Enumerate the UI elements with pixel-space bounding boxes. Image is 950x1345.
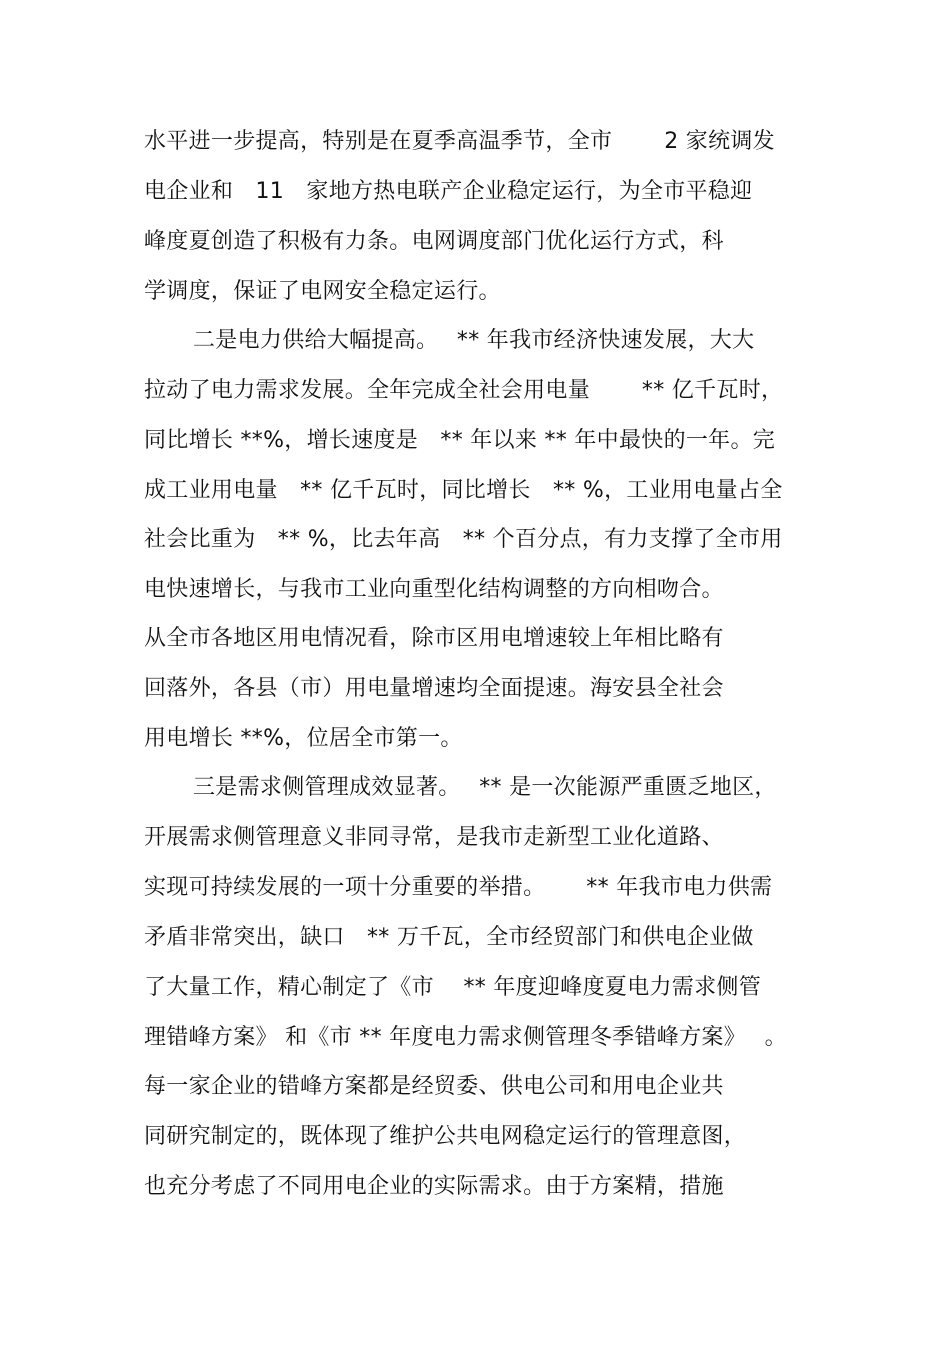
paragraph-start-line: 三是需求侧管理成效显著。 ** 是一次能源严重匮乏地区， <box>193 775 777 800</box>
text-line: 拉动了电力需求发展。全年完成全社会用电量 ** 亿千瓦时， <box>144 378 784 403</box>
text-line: 同比增长 **%，增长速度是 ** 年以来 ** 年中最快的一年。完 <box>144 428 776 453</box>
text-line: 社会比重为 ** %，比去年高 ** 个百分点，有力支撑了全市用 <box>144 527 783 552</box>
text-line: 矛盾非常突出，缺口 ** 万千瓦，全市经贸部门和供电企业做 <box>144 925 754 950</box>
text-line: 也充分考虑了不同用电企业的实际需求。由于方案精，措施 <box>144 1174 724 1199</box>
paragraph-start-line: 二是电力供给大幅提高。 ** 年我市经济快速发展，大大 <box>193 328 755 353</box>
text-line: 学调度，保证了电网安全稳定运行。 <box>144 279 501 304</box>
text-line: 成工业用电量 ** 亿千瓦时，同比增长 ** %，工业用电量占全 <box>144 478 783 503</box>
text-line: 电企业和 11 家地方热电联产企业稳定运行，为全市平稳迎 <box>144 179 753 204</box>
text-line: 开展需求侧管理意义非同寻常，是我市走新型工业化道路、 <box>144 825 724 850</box>
text-line: 了大量工作，精心制定了《市 ** 年度迎峰度夏电力需求侧管 <box>144 975 761 1000</box>
text-line: 实现可持续发展的一项十分重要的举措。 ** 年我市电力供需 <box>144 875 773 900</box>
text-line: 每一家企业的错峰方案都是经贸委、供电公司和用电企业共 <box>144 1074 724 1099</box>
text-line: 同研究制定的，既体现了维护公共电网稳定运行的管理意图， <box>144 1124 747 1149</box>
text-line: 回落外，各县（市）用电量增速均全面提速。海安县全社会 <box>144 676 724 701</box>
text-line: 水平进一步提高，特别是在夏季高温季节，全市 2 家统调发 <box>144 129 775 154</box>
text-line: 理错峰方案》 和《市 ** 年度电力需求侧管理冬季错峰方案》 。 <box>144 1025 787 1050</box>
text-line: 用电增长 **%，位居全市第一。 <box>144 726 463 751</box>
text-line: 电快速增长，与我市工业向重型化结构调整的方向相吻合。 <box>144 577 724 602</box>
text-line: 从全市各地区用电情况看，除市区用电增速较上年相比略有 <box>144 626 724 651</box>
text-line: 峰度夏创造了积极有力条。电网调度部门优化运行方式，科 <box>144 229 724 254</box>
